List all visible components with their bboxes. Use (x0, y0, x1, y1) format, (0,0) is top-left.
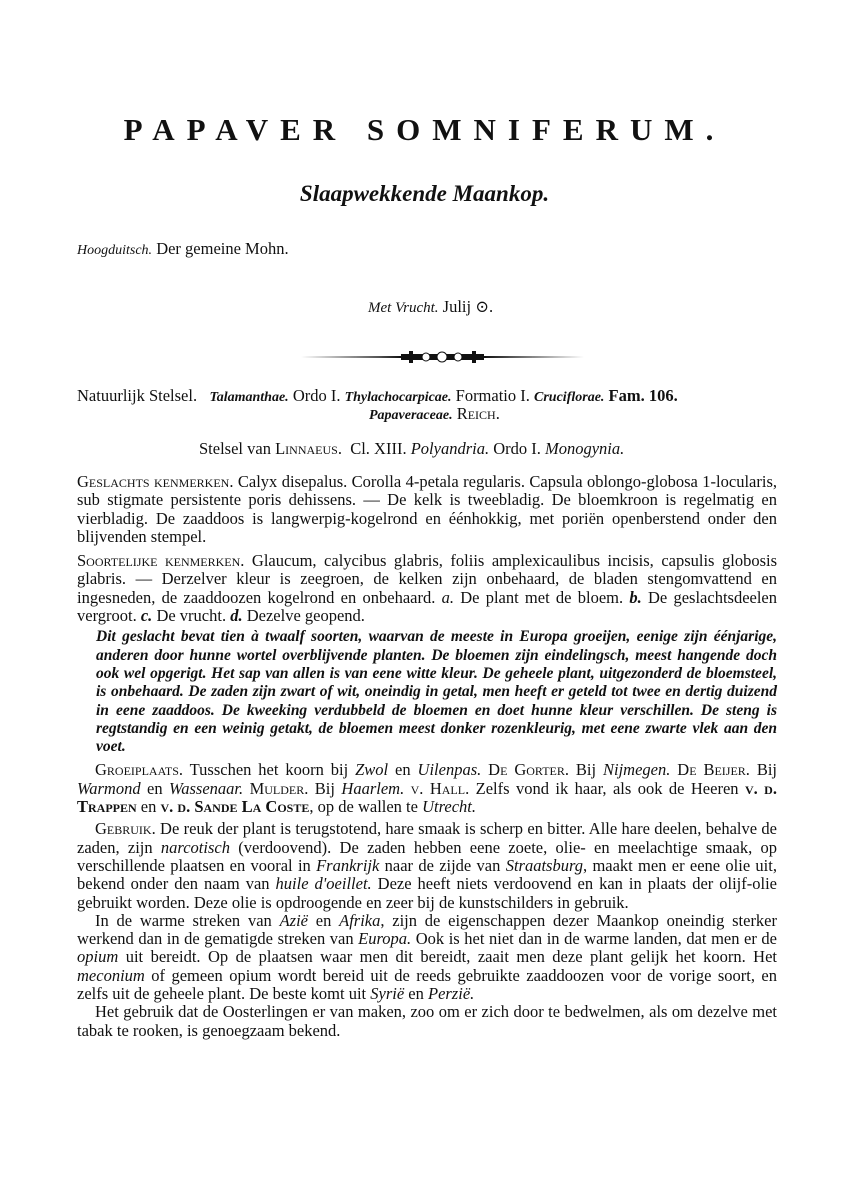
place-wassenaar: Wassenaar. (169, 778, 244, 798)
family-number: Fam. 106. (608, 386, 678, 405)
formatio-name: Cruciflorae. (534, 390, 605, 405)
place-azie: Azië (279, 910, 308, 930)
figure-b-text: De geslachtsdeelen vergroot. (77, 587, 778, 626)
use-paragraph-1 (77, 820, 777, 911)
figure-c-text: De vrucht. (152, 606, 231, 626)
figure-d: d. (230, 606, 243, 626)
use-paragraph-2 (77, 912, 777, 1003)
use-text: , maakt men er eene olie uit, bekend onder den naam van (77, 855, 777, 894)
use-text: Deze heeft niets verdoovend en kan in plaats der olijf-olie gebruikt worden. Deze olie is opdroogende en zeer bij de kunstschilders in gebruik. (77, 874, 778, 912)
habitat-text: en (388, 760, 418, 780)
term-narcotisch: narcotisch (160, 837, 230, 857)
figure-d-text: Dezelve geopend. (242, 606, 365, 626)
natural-system-label: Natuurlijk Stelsel. (77, 386, 198, 405)
use-text: Ook is het niet dan in de warme landen, dat men er de (411, 929, 777, 949)
use-text: of gemeen opium wordt bereid uit de reeds gebruikte zaaddoozen voor de vorige soort, en zelfs uit de geheele plant. De beste komt uit (77, 965, 777, 1004)
use-text: naar de zijde van (379, 855, 506, 875)
place-perzie: Perzië. (427, 984, 475, 1004)
linnaeus-ordo: Ordo I. (493, 439, 541, 458)
term-huile: huile d'oeillet. (275, 874, 372, 894)
place-syrie: Syrië (370, 984, 405, 1004)
species-text: Glaucum, calycibus glabris, foliis amplexicaulibus incisis, capsulis globosis glabris. — Derzelver kleur is zeegroen, de kelken zijn onbehaard, de bladen stengomvattend en ingesneden, de zaaddoozen kogelrond en onbehaard. (77, 551, 777, 607)
fruit-label: Met Vrucht. (368, 300, 439, 316)
ordo-name: Thylachocarpicae. (344, 390, 452, 405)
place-uilenpas: Uilenpas. (417, 760, 482, 780)
annual-symbol: ⊙. (475, 297, 494, 316)
genus-characteristics (77, 473, 777, 546)
habitat-heading: Groeiplaats. (95, 760, 184, 780)
term-meconium: meconium (77, 965, 145, 985)
linnaeus-line (199, 439, 624, 459)
fruit-month: Julij (442, 297, 472, 316)
habitat-text: Bij (308, 778, 342, 798)
place-straatsburg: Straatsburg (505, 855, 584, 875)
place-zwol: Zwol (355, 760, 389, 780)
use-text: (verdoovend). De zaden hebben eene zoete, olie- en meelachtige smaak, op verschillende plaatsen en vooral in (77, 837, 777, 875)
use-text: en (404, 984, 428, 1004)
linnaeus-class-name: Polyandria. (410, 439, 490, 458)
place-europa: Europa. (358, 929, 412, 949)
habitat-text: Zelfs vond ik haar, als ook de Heeren (469, 778, 745, 798)
habitat-text: en (136, 797, 161, 817)
use-paragraph-3: Het gebruik dat de Oosterlingen er van maken, zoo om er zich door te bedwelmen, als om dezelve met tabak te rooken, is genoegzaam bekend. (77, 1002, 777, 1040)
linnaeus-ordo-name: Monogynia. (544, 439, 625, 458)
habitat-text: , op de wallen te (309, 797, 423, 817)
german-name: Der gemeine Mohn. (156, 239, 289, 258)
place-warmond: Warmond (77, 778, 141, 798)
german-name-line (77, 239, 289, 259)
habitat-text: Tusschen het koorn bij (183, 760, 356, 780)
linnaeus-name: Linnaeus. (275, 439, 342, 458)
figure-c: c. (140, 606, 153, 626)
species-heading: Soortelijke kenmerken. (77, 551, 245, 571)
habitat-text: Bij (749, 760, 777, 780)
ornament-divider (301, 349, 584, 365)
family-name: Papaveraceae. (369, 408, 453, 423)
species-characteristics (77, 552, 777, 625)
linnaeus-class: Cl. XIII. (350, 439, 407, 458)
natural-system-line (77, 386, 678, 406)
place-utrecht: Utrecht. (422, 797, 477, 817)
place-haarlem: Haarlem. (341, 778, 405, 798)
use-text: uit bereidt. Op de plaatsen waar men dit bereidt, zaait men deze plant gelijk het koorn. Het (118, 947, 777, 967)
person-mulder: Mulder. (243, 778, 309, 798)
figure-a-text: De plant met de bloem. (453, 587, 630, 607)
main-text (77, 473, 777, 1040)
habitat-text: en (140, 778, 170, 798)
figure-b: b. (629, 587, 642, 607)
formatio: Formatio I. (455, 386, 530, 405)
use-text: De reuk der plant is terugstotend, hare smaak is scherp en bitter. Alle hare deelen, behalve de zaden, zijn (77, 819, 777, 857)
genus-text: Calyx disepalus. Corolla 4-petala regularis. Capsula oblongo-globosa 1-locularis, sub stigmate persistente poris dehissens. — De kelk is tweebladig. De bloemkroon is regelmatig en vierbladig. De zaaddoos is langwerpig-kogelrond en éénhokkig, met poriën openberstend onder den blijvenden stempel. (77, 472, 777, 546)
family-line (369, 404, 500, 424)
fruit-line (368, 297, 493, 317)
place-frankrijk: Frankrijk (316, 855, 380, 875)
tribe: Talamanthae. (209, 390, 289, 405)
person-beijer: De Beijer. (670, 760, 750, 780)
person-coste: v. d. Sande La Coste (160, 797, 310, 817)
place-nijmegen: Nijmegen. (603, 760, 671, 780)
person-trappen: v. d. Trappen (77, 778, 777, 817)
figure-a: a. (441, 587, 454, 607)
term-opium: opium (77, 947, 119, 967)
use-text: In de warme streken van (95, 910, 280, 930)
genus-note: Dit geslacht bevat tien à twaalf soorten, waarvan de meeste in Europa groeijen, eenige zijn éénjarige, anderen door hunne wortel overblijvende planten. De bloemen zijn eindelingsch, meest hangende doch ook wel opgerigt. Het sap van allen is van eene witte kleur. De geheele plant, uitgezonderd de bloemsteel, is onbehaard. De zaden zijn zwart of wit, oneindig in getal, men heeft er geteld tot twee en dertig duizend in eene zaaddoos. De kweeking verdubbeld de bloemen en doet hunne kleur verschillen. De steng is regtstandig en een weinig getakt, de bloemen meest donker rozenkleurig, met eene zwarte vlek aan den voet. (96, 628, 777, 756)
page-title: PAPAVER SOMNIFERUM. (123, 112, 726, 147)
use-text: en (307, 910, 340, 930)
habitat (77, 761, 777, 816)
genus-heading: Geslachts kenmerken. (77, 472, 234, 491)
family-author: Reich. (456, 404, 500, 423)
person-hall: v. Hall. (404, 778, 470, 798)
german-label: Hoogduitsch. (77, 243, 153, 258)
use-text: , zijn de eigenschappen dezer Maankop oneindig sterker werkend dan in de gematigde streken van (77, 910, 778, 949)
person-gorter: De Gorter. (481, 760, 569, 780)
place-afrika: Afrika (339, 910, 381, 930)
ordo: Ordo I. (292, 386, 341, 405)
habitat-text: Bij (569, 760, 603, 780)
use-heading: Gebruik. (95, 819, 156, 839)
page-subtitle: Slaapwekkende Maankop. (299, 181, 550, 206)
linnaeus-prefix: Stelsel van (199, 439, 271, 458)
